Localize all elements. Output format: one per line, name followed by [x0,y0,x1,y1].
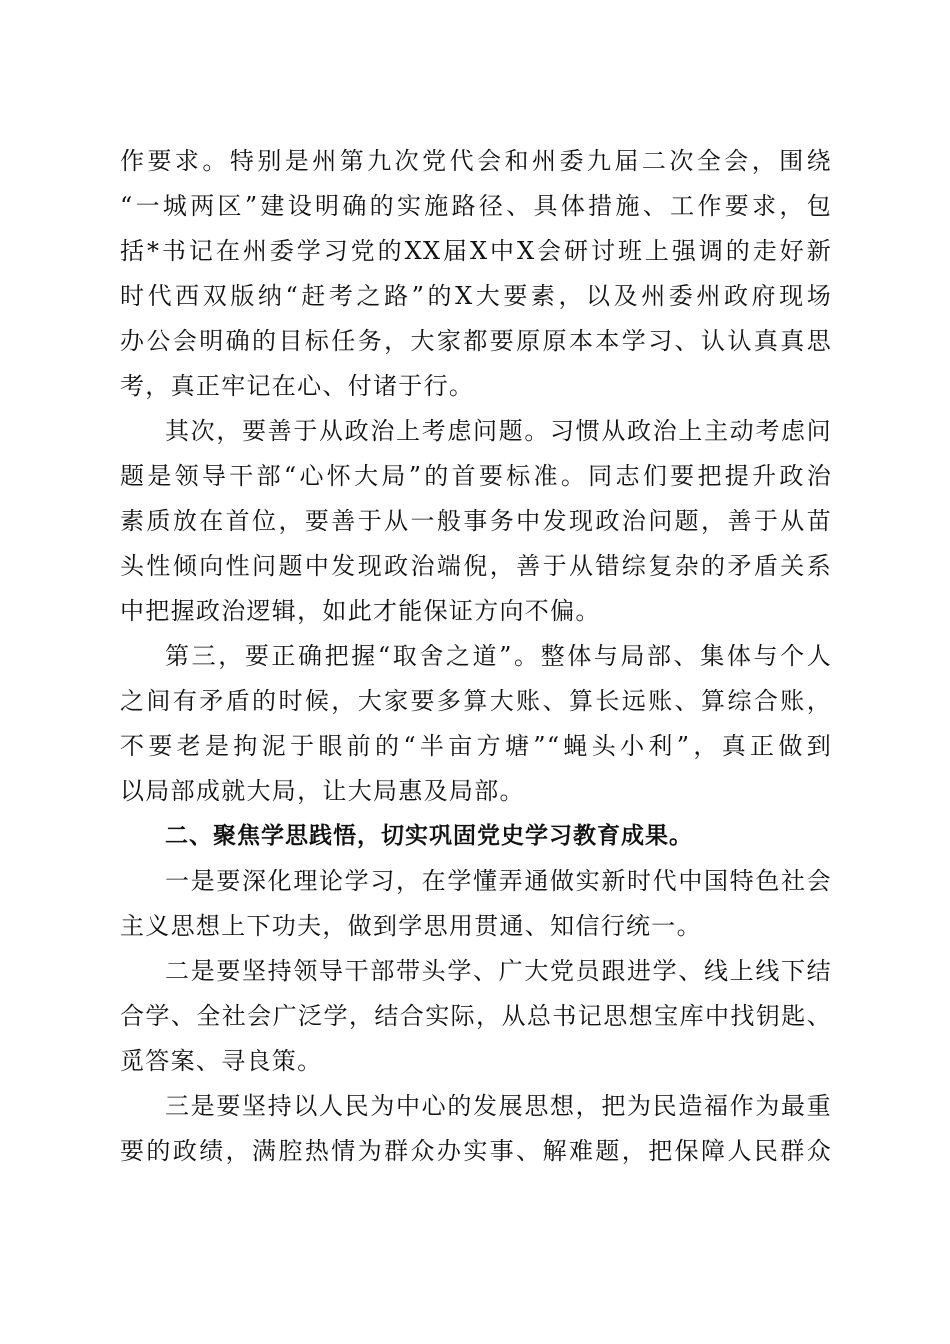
paragraph-first-line: 三是要坚持以人民为中心的发展思想，把为民造福作为最重 [165,1092,832,1120]
text-line: 以局部成就大局，让大局惠及局部。 [120,777,525,805]
document-body [120,139,832,1174]
text-line: 括*书记在州委学习党的XX届X中X会研讨班上强调的走好新 [120,237,832,265]
text-line: 作要求。特别是州第九次党代会和州委九届二次全会，围绕 [120,147,832,175]
text-line: 不要老是拘泥于眼前的“半亩方塘”“蝇头小利”，真正做到 [120,732,832,760]
text-line: 头性倾向性问题中发现政治端倪，善于从错综复杂的矛盾关系 [120,552,832,580]
text-line: 之间有矛盾的时候，大家要多算大账、算长远账、算综合账， [120,687,832,715]
text-line: 题是领导干部“心怀大局”的首要标准。同志们要把提升政治 [120,462,832,490]
text-line: 合学、全社会广泛学，结合实际，从总书记思想宝库中找钥匙、 [120,1002,832,1030]
text-line: 要的政绩，满腔热情为群众办实事、解难题，把保障人民群众 [120,1137,832,1165]
paragraph-first-line: 其次，要善于从政治上考虑问题。习惯从政治上主动考虑问 [165,417,832,445]
paragraph-first-line: 二是要坚持领导干部带头学、广大党员跟进学、线上线下结 [165,957,832,985]
text-line: 素质放在首位，要善于从一般事务中发现政治问题，善于从苗 [120,507,832,535]
text-line: 觅答案、寻良策。 [120,1047,323,1075]
text-line: 时代西双版纳“赶考之路”的X大要素，以及州委州政府现场 [120,282,832,310]
text-line: “一城两区”建设明确的实施路径、具体措施、工作要求，包 [120,192,832,220]
section-heading: 二、聚焦学思践悟，切实巩固党史学习教育成果。 [165,823,693,849]
paragraph-first-line: 第三，要正确把握“取舍之道”。整体与局部、集体与个人 [165,642,832,670]
text-line: 考，真正牢记在心、付诸于行。 [120,372,475,400]
text-line: 中把握政治逻辑，如此才能保证方向不偏。 [120,597,601,625]
text-line: 主义思想上下功夫，做到学思用贯通、知信行统一。 [120,912,702,940]
text-line: 办公会明确的目标任务，大家都要原原本本学习、认认真真思 [120,327,832,355]
paragraph-first-line: 一是要深化理论学习，在学懂弄通做实新时代中国特色社会 [165,867,832,895]
